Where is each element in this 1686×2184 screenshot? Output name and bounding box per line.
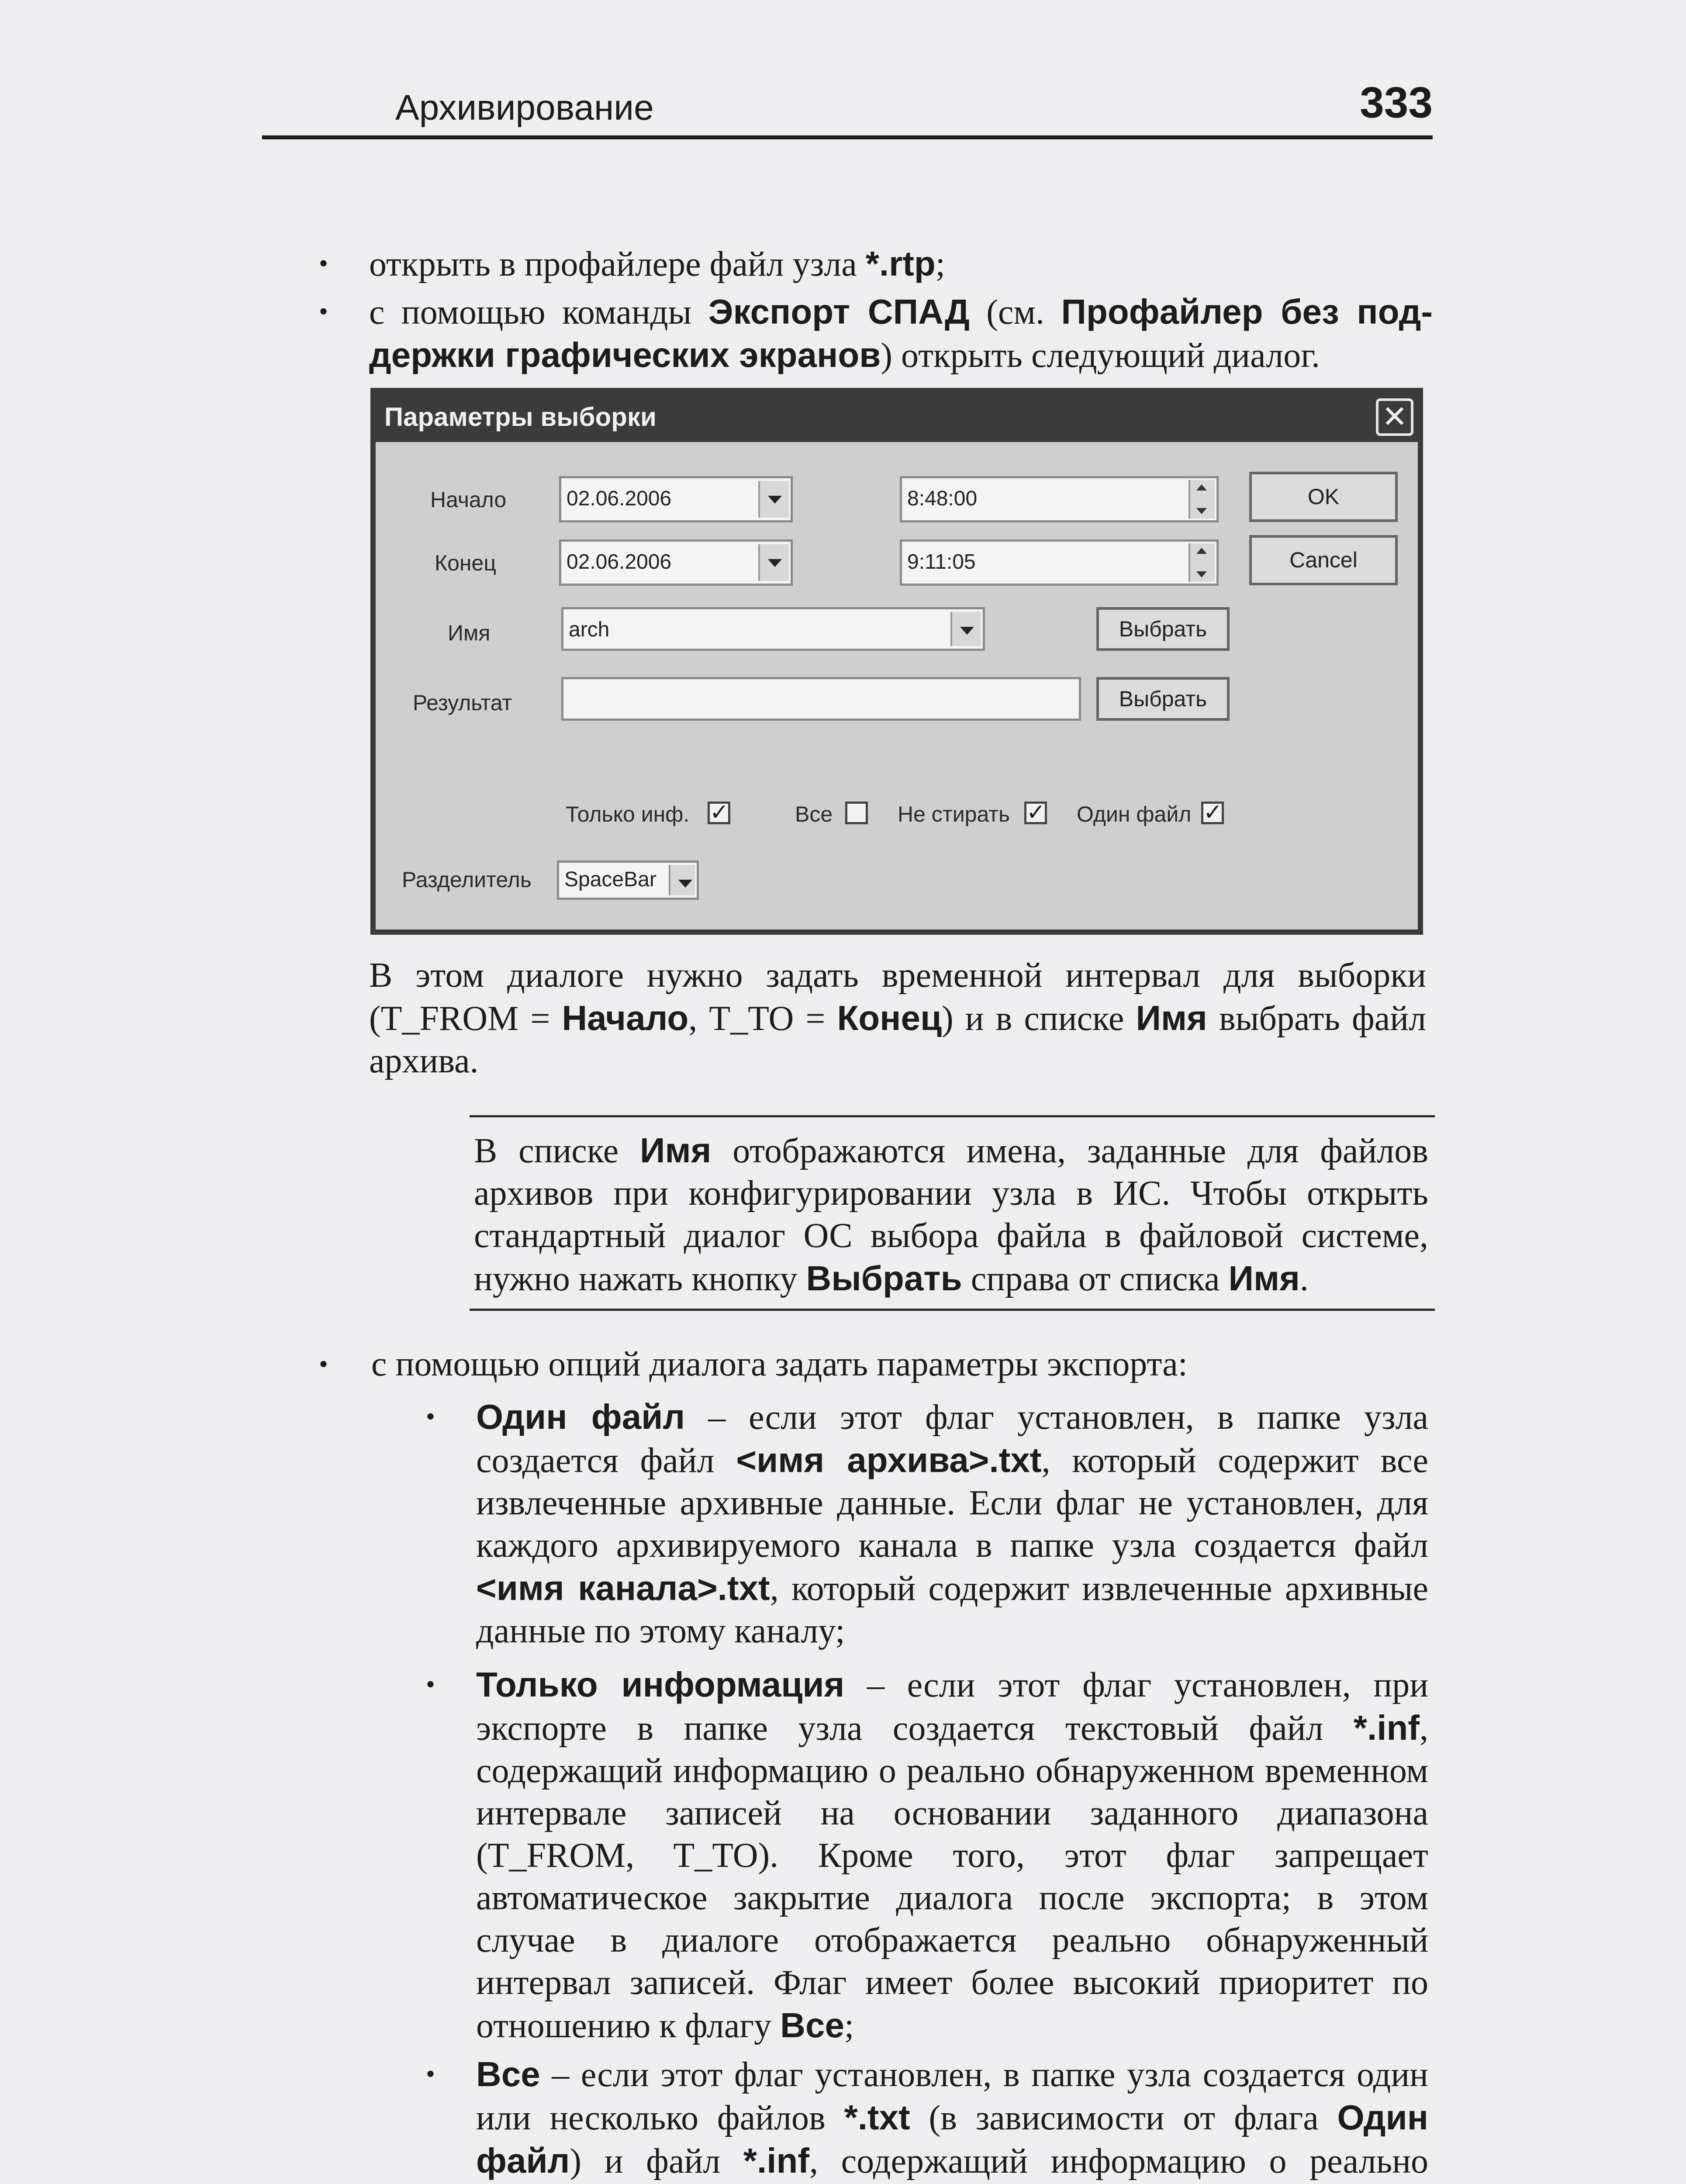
option-only-info xyxy=(426,1663,1428,2047)
text-run: ) и файл xyxy=(570,2142,743,2181)
end-label: Конец xyxy=(435,551,496,575)
name-dropdown[interactable] xyxy=(561,607,985,651)
bold-run: Выбрать xyxy=(806,1259,962,1298)
dialog-description-paragraph xyxy=(369,954,1426,1082)
intro-bullet-1 xyxy=(319,242,1433,286)
bullet-glyph: • xyxy=(319,297,328,326)
option-all-text xyxy=(476,2053,1428,2184)
options-intro-text: с помощью опций диалога задать параметры экспорта: xyxy=(371,1345,1188,1383)
header-rule xyxy=(262,135,1433,139)
note-rule-bottom xyxy=(470,1309,1435,1311)
start-label: Начало xyxy=(430,487,507,512)
intro-bullet-2-text xyxy=(369,290,1433,377)
bold-run: *.txt xyxy=(844,2098,910,2137)
spin-arrows-icon[interactable] xyxy=(1188,543,1215,582)
intro-bullet-1-text xyxy=(369,242,1433,286)
select-result-button[interactable]: Выбрать xyxy=(1096,677,1230,721)
page-number: 333 xyxy=(1360,78,1433,127)
separator-label: Разделитель xyxy=(402,867,532,892)
only-info-checkbox[interactable]: ✓ xyxy=(708,802,730,824)
bold-run: Все xyxy=(780,2006,844,2045)
text-run: , содержащий информацию о реально xyxy=(809,2142,1429,2181)
text-run: – если этот флаг установлен, в папке узла создается файл xyxy=(476,1398,1429,1480)
option-one-file xyxy=(426,1396,1428,1652)
option-all xyxy=(426,2053,1428,2184)
text-run: ) и в списке xyxy=(942,999,1136,1038)
text-run: ; xyxy=(935,245,945,283)
text-run: – если этот флаг установлен, в папке узла создается один или несколько файлов xyxy=(476,2056,1428,2137)
text-run: ; xyxy=(844,2007,854,2045)
spin-arrows-icon[interactable] xyxy=(1188,480,1215,518)
bold-run: Один файл xyxy=(476,2098,1429,2180)
header-section-title: Архивирование xyxy=(395,88,654,128)
bold-run: Конец xyxy=(837,999,942,1037)
bullet-glyph: • xyxy=(426,1670,435,1699)
dialog-titlebar xyxy=(376,393,1418,442)
export-params-dialog xyxy=(370,388,1423,935)
result-field[interactable] xyxy=(561,677,1081,721)
running-header xyxy=(262,74,1433,144)
bold-run: <имя канала>.txt xyxy=(476,1569,770,1607)
bullet-glyph: • xyxy=(319,1350,328,1379)
bold-run: держки графических экранов xyxy=(369,335,881,374)
start-time-spinner[interactable] xyxy=(900,476,1219,522)
no-erase-checkbox[interactable]: ✓ xyxy=(1024,802,1047,824)
text-run: В списке xyxy=(474,1132,640,1170)
bold-run: *.inf xyxy=(1353,1708,1420,1747)
start-date-picker[interactable] xyxy=(559,476,793,522)
bold-run: *.rtp xyxy=(865,244,936,283)
text-run: , который содержит все извлеченные архивные данные. Если флаг не установлен, для каждого архивируемого канала в папке узла создается файл xyxy=(476,1441,1428,1565)
close-icon[interactable]: ✕ xyxy=(1376,398,1413,436)
start-date-value: 02.06.2006 xyxy=(567,487,672,510)
all-label: Все xyxy=(795,802,833,826)
bullet-glyph: • xyxy=(426,1402,435,1431)
text-run: ) открыть следующий диалог. xyxy=(881,336,1320,375)
text-run: (в зависимости от флага xyxy=(910,2099,1337,2137)
bullet-glyph: • xyxy=(426,2060,435,2088)
separator-value: SpaceBar xyxy=(564,868,656,891)
bold-run: *.inf xyxy=(743,2141,809,2180)
chevron-down-icon[interactable] xyxy=(950,612,981,646)
separator-dropdown[interactable] xyxy=(557,860,699,900)
text-run: с помощью команды xyxy=(369,293,708,332)
text-run: – если этот флаг установлен, при экспорте в папке узла создается текстовый файл xyxy=(476,1666,1429,1748)
end-time-value: 9:11:05 xyxy=(907,550,976,574)
option-only-info-text xyxy=(476,1663,1428,2047)
bold-run: Экспорт СПАД xyxy=(708,292,970,331)
bold-run: Только информация xyxy=(476,1665,845,1704)
no-erase-label: Не стирать xyxy=(898,802,1010,826)
text-run: справа от списка xyxy=(962,1260,1229,1298)
intro-bullet-2 xyxy=(319,290,1433,377)
result-label: Результат xyxy=(413,691,512,715)
bold-run: Имя xyxy=(640,1131,712,1170)
only-info-label: Только инф. xyxy=(566,802,690,826)
end-date-value: 02.06.2006 xyxy=(567,550,672,574)
ok-button[interactable]: OK xyxy=(1249,472,1398,522)
note-paragraph xyxy=(474,1129,1428,1300)
select-name-button[interactable]: Выбрать xyxy=(1096,607,1230,651)
bold-run: Начало xyxy=(562,999,689,1037)
bold-run: <имя архива>.txt xyxy=(736,1441,1042,1479)
cancel-button[interactable]: Cancel xyxy=(1249,535,1398,585)
text-run: отображаются имена, заданные для файлов архивов при конфигурировании узла в ИС. Чтобы открыть стандартный диалог ОС выбора файла в файловой системе, нужно нажать кнопку xyxy=(474,1132,1428,1298)
text-run: выбрать файл архива. xyxy=(369,999,1427,1080)
bold-run: Профайлер без под- xyxy=(1061,292,1433,331)
bold-run: Один файл xyxy=(476,1397,685,1436)
dialog-title: Параметры выборки xyxy=(384,402,656,432)
name-value: arch xyxy=(569,618,610,641)
options-intro-bullet xyxy=(319,1343,1433,1386)
chevron-down-icon[interactable] xyxy=(758,544,789,581)
bold-run: Имя xyxy=(1136,999,1207,1037)
chevron-down-icon[interactable] xyxy=(758,481,789,518)
text-run: . xyxy=(1299,1260,1309,1298)
text-run: В этом диалоге нужно задать временной интервал для выборки (T_FROM = xyxy=(369,956,1426,1038)
end-time-spinner[interactable] xyxy=(900,539,1219,586)
text-run: открыть в профайлере файл узла xyxy=(369,245,866,283)
text-run: , содержащий информацию о реально обнаруженном временном интервале записей на основании заданного диапазона (T_FROM, T_TO). Кроме того, этот флаг запрещает автоматическое закрытие диалога после экспорта; в этом случае в диалоге отображается реально обнаруженный интервал записей. Флаг имеет более высокий приоритет по отношению к флагу xyxy=(476,1709,1428,2045)
bullet-glyph: • xyxy=(319,249,328,278)
bold-run: Все xyxy=(476,2055,540,2094)
one-file-label: Один файл xyxy=(1077,802,1192,826)
start-time-value: 8:48:00 xyxy=(907,487,978,510)
one-file-checkbox[interactable]: ✓ xyxy=(1201,802,1224,824)
text-run: (см. xyxy=(969,293,1061,332)
all-checkbox[interactable] xyxy=(845,802,868,824)
note-rule-top xyxy=(470,1115,1435,1117)
chevron-down-icon[interactable] xyxy=(669,865,695,895)
text-run: , T_TO = xyxy=(688,999,837,1038)
option-one-file-text xyxy=(476,1396,1428,1652)
end-date-picker[interactable] xyxy=(559,539,793,586)
bold-run: Имя xyxy=(1228,1259,1300,1298)
text-run: , который содержит извлеченные архивные данные по этому каналу; xyxy=(476,1569,1429,1650)
name-label: Имя xyxy=(448,621,491,645)
